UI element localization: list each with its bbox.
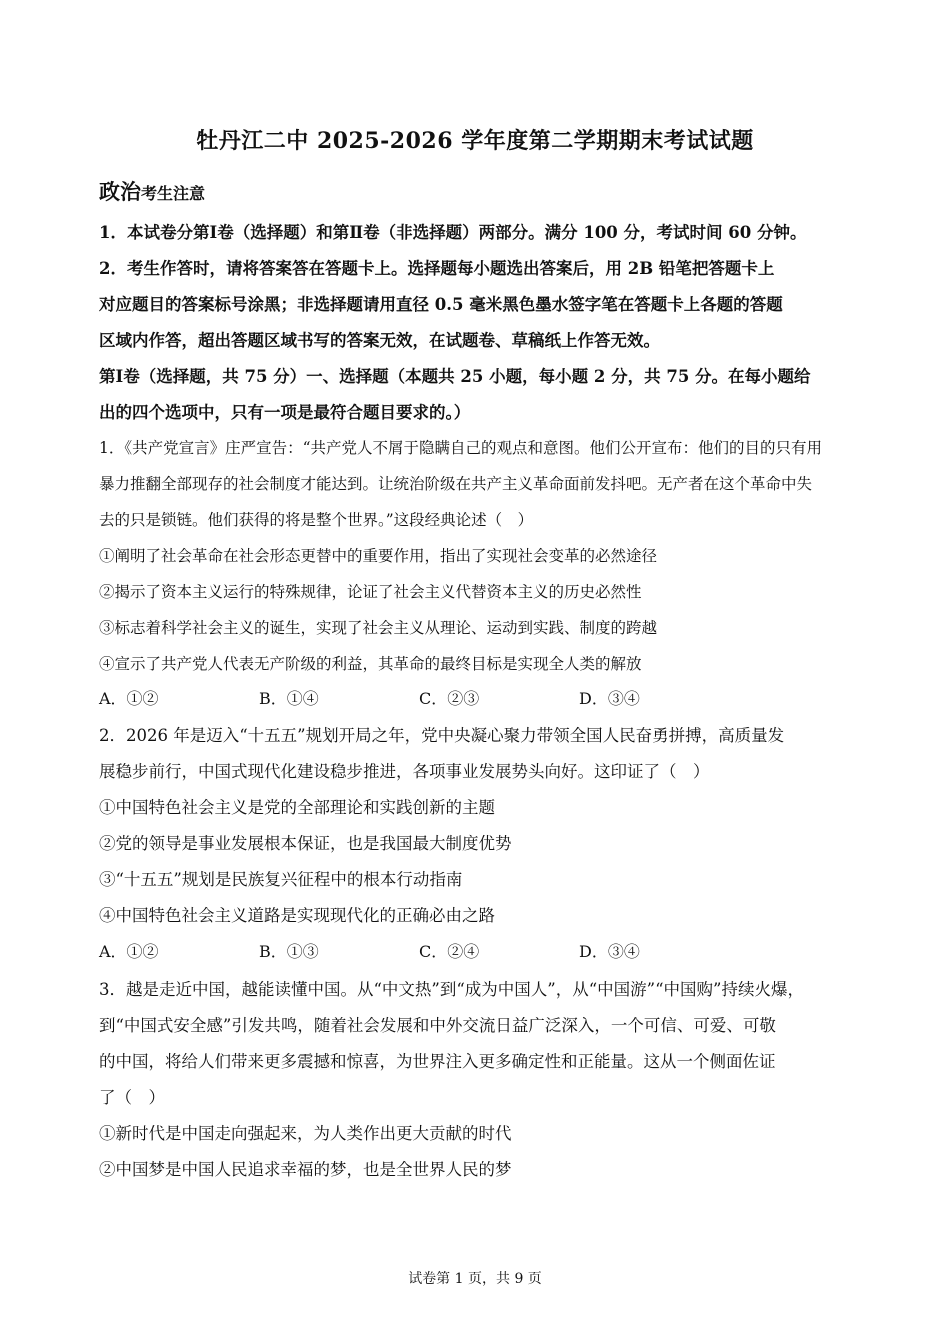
option-d[interactable]: D．③④ [579,942,640,961]
question-text: 1．《共产党宣言》庄严宣告：“共产党人不屑于隐瞒自己的观点和意图。他们公开宣布：他们的目的只有用 [99,439,823,457]
question-text: 去的只是锁链。他们获得的将是整个世界。”这段经典论述（ ） [99,511,534,529]
option-c[interactable]: C．②③ [419,689,480,708]
instruction-line: 区域内作答，超出答题区域书写的答案无效，在试题卷、草稿纸上作答无效。 [99,331,660,350]
question-text: 暴力推翻全部现存的社会制度才能达到。让统治阶级在共产主义革命面前发抖吧。无产者在这个革命中失 [99,475,813,493]
exam-title: 牡丹江二中 2025-2026 学年度第二学期期末考试试题 [196,128,754,154]
statement: ①中国特色社会主义是党的全部理论和实践创新的主题 [99,798,495,817]
instruction-line: 2．考生作答时，请将答案答在答题卡上。选择题每小题选出答案后，用 2B 铅笔把答题卡上 [99,259,775,278]
option-b[interactable]: B．①④ [259,689,319,708]
option-d[interactable]: D．③④ [579,689,640,708]
page-footer: 试卷第 1 页，共 9 页 [408,1271,542,1287]
question-text: 到“中国式安全感”引发共鸣，随着社会发展和中外交流日益广泛深入，一个可信、可爱、可敬 [99,1016,776,1035]
statement: ①阐明了社会革命在社会形态更替中的重要作用，指出了实现社会变革的必然途径 [99,547,658,565]
subject-row [99,176,205,206]
question-2-statements [99,790,859,934]
question-text: 3．越是走近中国，越能读懂中国。从“中文热”到“成为中国人”，从“中国游”“中国购”持续火爆， [99,980,804,999]
question-3-statements [99,1116,859,1188]
statement: ④中国特色社会主义道路是实现现代化的正确必由之路 [99,906,495,925]
instruction-line: 出的四个选项中，只有一项是最符合题目要求的。） [99,403,471,422]
question-text: 了（ ） [99,1088,165,1107]
statement: ②中国梦是中国人民追求幸福的梦，也是全世界人民的梦 [99,1160,512,1179]
option-c[interactable]: C．②④ [419,942,480,961]
instruction-line: 第Ⅰ卷（选择题，共 75 分）一、选择题（本题共 25 小题，每小题 2 分，共 75 分。在每小题给 [99,367,811,386]
question-2-stem [99,718,859,790]
statement: ②揭示了资本主义运行的特殊规律，论证了社会主义代替资本主义的历史必然性 [99,583,642,601]
question-1-stem [99,430,859,538]
option-a[interactable]: A．①② [99,942,159,961]
statement: ③“十五五”规划是民族复兴征程中的根本行动指南 [99,870,463,889]
question-text: 2．2026 年是迈入“十五五”规划开局之年，党中央凝心聚力带领全国人民奋勇拼搏，高质量发 [99,726,785,745]
question-3-stem [99,972,859,1116]
subject-label: 政治 [99,179,141,204]
question-1-statements [99,538,859,682]
instruction-line: 1．本试卷分第Ⅰ卷（选择题）和第Ⅱ卷（非选择题）两部分。满分 100 分，考试时间 60 分钟。 [99,223,807,242]
question-text: 展稳步前行，中国式现代化建设稳步推进，各项事业发展势头向好。这印证了（ ） [99,762,710,781]
question-text: 的中国，将给人们带来更多震撼和惊喜，为世界注入更多确定性和正能量。这从一个侧面佐证 [99,1052,776,1071]
statement: ①新时代是中国走向强起来，为人类作出更大贡献的时代 [99,1124,512,1143]
exam-instructions [99,215,859,431]
instruction-line: 对应题目的答案标号涂黑；非选择题请用直径 0.5 毫米黑色墨水签字笔在答题卡上各题的答题 [99,295,783,314]
option-a[interactable]: A．①② [99,689,159,708]
notice-heading: 考生注意 [141,184,206,203]
statement: ④宣示了共产党人代表无产阶级的利益，其革命的最终目标是实现全人类的解放 [99,655,642,673]
statement: ②党的领导是事业发展根本保证，也是我国最大制度优势 [99,834,512,853]
option-b[interactable]: B．①③ [259,942,319,961]
statement: ③标志着科学社会主义的诞生，实现了社会主义从理论、运动到实践、制度的跨越 [99,619,658,637]
